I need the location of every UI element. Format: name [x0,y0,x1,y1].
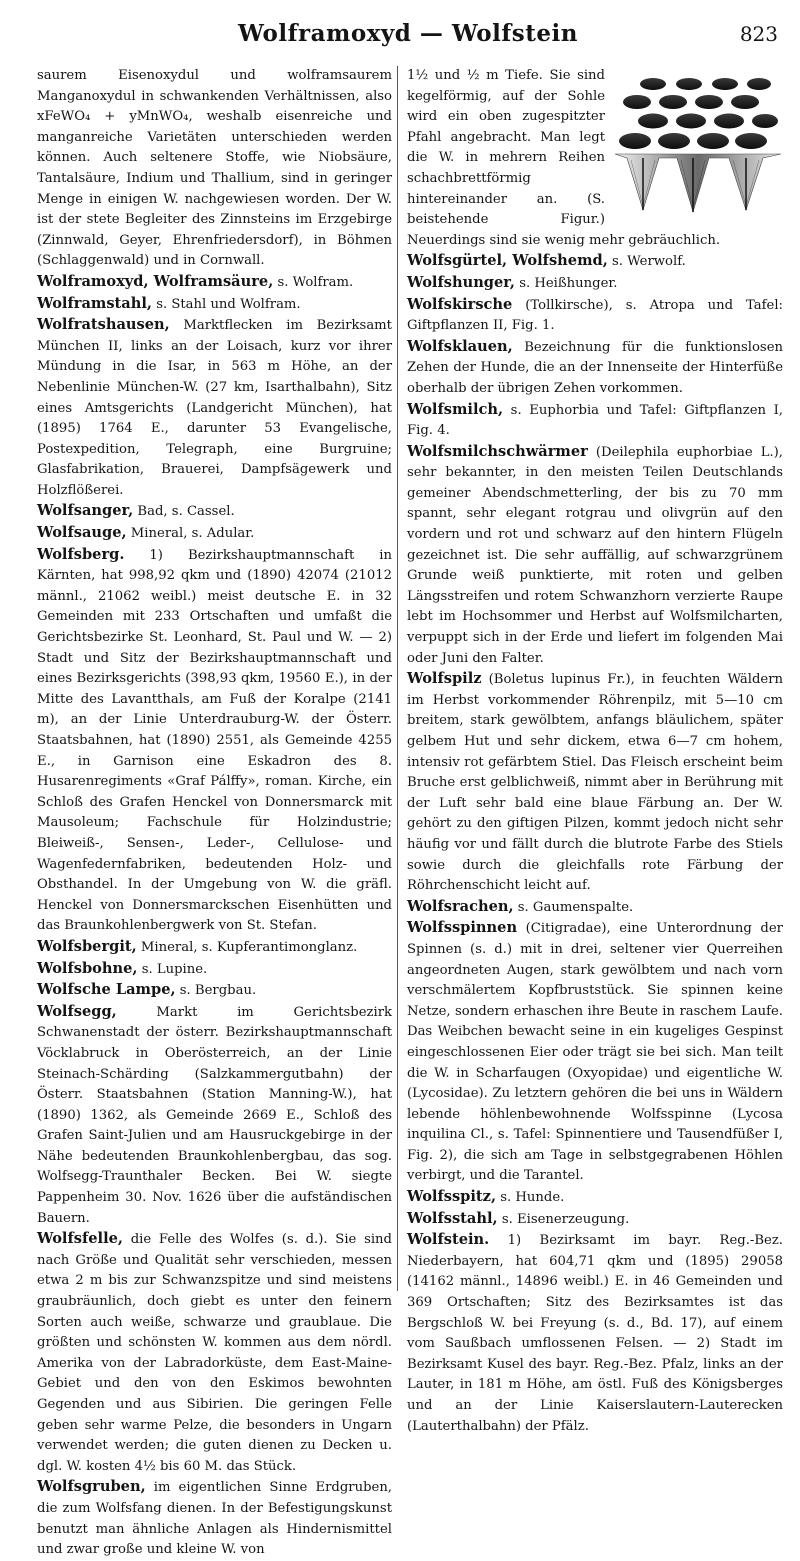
entry-text: Marktflecken im Bezirksamt München II, links an der Loisach, kurz vor ihrer Mündung in die Isar, in 563 m Höhe, an der Nebenlinie München-W. (27 km, Isarthalbahn), Sitz eines Amtsgerichts (Landgericht München), hat (1895) 1764 E., darunter 53 Evangelische, Postexpedition, Telegraph, eine Burgruine; Glasfabrikation, Brauerei, Dampfsägewerk und Holzflößerei. [37,318,392,498]
dictionary-entry [407,273,783,295]
dictionary-entry [37,1002,392,1230]
dictionary-entry [37,315,392,501]
column-divider [397,66,398,1291]
entry-headword: Wolfsspitz, [407,1188,497,1206]
entry-text: saurem Eisenoxydul und wolframsaurem Manganoxydul in schwankenden Verhältnissen, also xFeWO₄ + yMnWO₄, weshalb eisenreiche und manganreiche Varietäten unterschieden werden können. Auch seltenere Stoffe, wie Niobsäure, Tantalsäure, Indium und Thallium, sind in geringer Menge in einigen W. nachgewiesen worden. Der W. ist der stete Begleiter des Zinnsteins im Erzgebirge (Zinnwald, Geyer, Ehrenfriedersdorf), in Böhmen (Schlaggenwald) und in Cornwall. [37,68,392,269]
entry-headword: Wolframoxyd, Wolframsäure, [37,272,274,290]
entry-headword: Wolfskirsche [407,295,513,313]
entry-text: Mineral, s. Adular. [126,526,255,542]
wolfsgruben-illustration [613,70,783,220]
entry-text: Bezeichnung für die funktionslosen Zehen der Hunde, die an der Innenseite der Hinterfüße oberhalb der übrigen Zehen vorkommen. [407,339,783,396]
dictionary-entry [407,669,783,897]
dictionary-entry [407,1187,783,1209]
entry-text: s. Heißhunger. [515,275,618,291]
entry-headword: Wolfstein. [407,1231,490,1249]
dictionary-entry [407,918,783,1187]
dictionary-entry [37,294,392,316]
entry-headword: Wolfsbohne, [37,959,138,977]
right-column [407,66,783,1437]
page-number: 823 [739,22,778,46]
dictionary-entry [37,1229,392,1477]
page-header [36,18,780,58]
entry-text: s. Hunde. [496,1190,565,1206]
entry-text: die Felle des Wolfes (s. d.). Sie sind nach Größe und Qualität sehr verschieden, messen etwa 2 m bis zur Schwanzspitze und sind meistens graubräunlich, doch giebt es unter den feinern Sorten auch weiße, schwarze und graublaue. Die größten und schönsten W. kommen aus dem nördl. Amerika von der Labradorküste, dem East-Maine-Gebiet und den von den Eskimos bewohnten Gegenden und aus Sibirien. Die geringen Felle geben sehr warme Pelze, die besonders in Ungarn verwendet werden; die guten dienen zu Decken u. dgl. W. kosten 4½ bis 60 M. das Stück. [37,1232,392,1474]
entry-headword: Wolfsberg. [37,545,125,563]
entry-headword: Wolfsgürtel, Wolfshemd, [407,252,608,270]
dictionary-entry [37,272,392,294]
entry-text: Markt im Gerichtsbezirk Schwanenstadt der österr. Bezirkshauptmannschaft Vöcklabruck in Oberösterreich, an der Linie Steinach-Schärding (Salzkammergutbahn) der Österr. Staatsbahnen (Station Manning-W.), hat (1890) 1362, als Gemeinde 2669 E., Schloß des Grafen Saint-Julien und am Hausruckgebirge in der Nähe bedeutenden Braunkohlenbergbau, das sog. Wolfsegg-Traunthaler Becken. Bei W. siegte Pappenheim 30. Nov. 1626 über die aufständischen Bauern. [37,1004,392,1226]
entry-headword: Wolfsstahl, [407,1209,498,1227]
dictionary-entry [37,980,392,1002]
dictionary-entry [37,66,392,272]
entry-headword: Wolfsbergit, [37,937,137,955]
entry-text: (Citigradae), eine Unterordnung der Spinnen (s. d.) mit in drei, seltener vier Querreihen angeordneten Augen, stark gewölbtem und nach vorn verschmälertem Kopfbruststück. Sie spinnen keine Netze, sondern erhaschen ihre Beute in raschem Laufe. Das Weibchen bewacht seine in ein kugeliges Gespinst eingeschlossenen Eier oder trägt sie bei sich. Man teilt die W. in Scharfaugen (Oxyopidae) und eigentliche W. (Lycosidae). Zu letztern gehören die bei uns in Wäldern lebende höhlenbewohnende Wolfsspinne (Lycosa inquilina Cl., s. Tafel: Spinnentiere und Tausendfüßer I, Fig. 2), die sich am Tage in selbstgegrabenen Höhlen verbirgt, und die Tarantel. [407,921,783,1184]
entry-text: 1) Bezirksamt im bayr. Reg.-Bez. Niederbayern, hat 604,71 qkm und (1895) 29058 (14162 männl., 14896 weibl.) E. in 46 Gemeinden und 369 Ortschaften; Sitz des Bezirksamtes ist das Bergschloß W. bei Freyung (s. d., Bd. 17), auf einem vom Saußbach umflossenen Felsen. — 2) Stadt im Bezirksamt Kusel des bayr. Reg.-Bez. Pfalz, links an der Lauter, in 181 m Höhe, am östl. Fuß des Königsberges und an der Linie Kaiserslautern-Lauterecken (Lauterthalbahn) der Pfälz. [407,1233,783,1434]
dictionary-entry [407,337,783,400]
entry-text: s. Euphorbia und Tafel: Giftpflanzen I, Fig. 4. [407,402,783,439]
entry-text: Bad, s. Cassel. [133,504,235,520]
dictionary-entry [37,1477,392,1560]
entry-headword: Wolfsauge, [37,524,127,542]
entry-text: s. Eisenerzeugung. [497,1211,630,1227]
entry-headword: Wolfsklauen, [407,337,513,355]
entry-text: s. Lupine. [137,961,208,977]
dictionary-entry [407,1230,783,1437]
dictionary-entry [37,523,392,545]
dictionary-entry [407,400,783,442]
entry-text: im eigentlichen Sinne Erdgruben, die zum Wolfsfang dienen. In der Befestigungskunst benutzt man ähnliche Anlagen als Hindernismittel und zwar große und kleine W. von [37,1480,392,1558]
dictionary-entry [37,545,392,937]
entry-text: s. Bergbau. [175,983,257,999]
entry-headword: Wolframstahl, [37,294,152,312]
entry-text: 1) Bezirkshauptmannschaft in Kärnten, hat 998,92 qkm und (1890) 42074 (21012 männl., 21062 weibl.) meist deutsche E. in 32 Gemeinden mit 233 Ortschaften und umfaßt die Gerichtsbezirke St. Leonhard, St. Paul und W. — 2) Stadt und Sitz der Bezirkshauptmannschaft und eines Bezirksgerichts (398,93 qkm, 19560 E.), in der Mitte des Lavantthals, am Fuß der Koralpe (2141 m), an der Linie Unterdrauburg-W. der Österr. Staatsbahnen, hat (1890) 2551, als Gemeinde 4255 E., in Garnison eine Eskadron des 8. Husarenregiments «Graf Pálffy», roman. Kirche, ein Schloß des Grafen Henckel von Donnersmarck mit Mausoleum; Fachschule für Holzindustrie; Bleiweiß-, Sensen-, Leder-, Cellulose- und Wagenfedernfabriken, bedeutenden Holz- und Obsthandel. In der Umgebung von W. die gräfl. Henckel von Donnersmarckschen Eisenhütten und das Braunkohlenbergwerk von St. Stefan. [37,547,392,934]
running-head: Wolframoxyd — Wolfstein [238,20,578,47]
left-column [37,66,392,1561]
dictionary-entry [37,959,392,981]
entry-text: (Deilephila euphorbiae L.), sehr bekannter, in den meisten Teilen Deutschlands gemeiner Abendschmetterling, der bis zu 70 mm spannt, sehr elegant rotgrau und olivgrün auf den vordern und rot und schwarz auf den hintern Flügeln gezeichnet ist. Die sehr auffällig, auf schwarzgrünem Grunde weiß punktierte, mit roten und gelben Längsstreifen und rotem Schwanzhorn verzierte Raupe lebt im Hochsommer und Herbst auf Wolfsmilcharten, verpuppt sich in der Erde und liefert im folgenden Mai oder Juni den Falter. [407,444,783,666]
entry-headword: Wolfsegg, [37,1002,117,1020]
dictionary-entry [407,442,783,670]
entry-headword: Wolfsfelle, [37,1230,123,1248]
entry-headword: Wolfsrachen, [407,897,514,915]
entry-text: s. Wolfram. [273,274,354,290]
entry-headword: Wolfratshausen, [37,316,170,334]
entry-text: (Tollkirsche), s. Atropa und Tafel: Giftpflanzen II, Fig. 1. [407,297,783,334]
entry-headword: Wolfsmilch, [407,400,504,418]
entry-text: 1½ und ½ m Tiefe. Sie sind kegelförmig, auf der Sohle wird ein oben zugespitzter Pfahl angebracht. Man legt die W. in mehrern Reihen schachbrettförmig hintereinander an. (S. beistehende Figur.) Neuerdings sind sie wenig mehr gebräuchlich. [407,68,721,248]
entry-text: s. Stahl und Wolfram. [152,296,301,312]
wolfsgruben-figure [613,70,783,220]
entry-headword: Wolfsche Lampe, [37,981,176,999]
dictionary-entry [407,897,783,919]
dictionary-entry [37,937,392,959]
entry-text: (Boletus lupinus Fr.), in feuchten Wäldern im Herbst vorkommender Röhrenpilz, mit 5—10 cm breitem, stark gewölbtem, anfangs bläulichem, später gelbem Hut und sehr dickem, etwa 6—7 cm hohem, intensiv rot gefärbtem Stiel. Das Fleisch erscheint beim Bruche erst gelblichweiß, nimmt aber in Berührung mit der Luft sehr bald eine blaue Färbung an. Der W. gehört zu den giftigen Pilzen, kommt jedoch nicht sehr häufig vor und fällt durch die blutrote Farbe des Stiels sowie durch die gleichfalls rote Färbung der Röhrchenschicht leicht auf. [407,672,783,894]
entry-text: s. Werwolf. [607,254,686,270]
entry-headword: Wolfspilz [407,670,482,688]
entry-text: s. Gaumenspalte. [513,899,634,915]
entry-headword: Wolfsanger, [37,502,134,520]
dictionary-entry [407,1209,783,1231]
dictionary-entry [37,501,392,523]
entry-headword: Wolfsgruben, [37,1478,146,1496]
entry-headword: Wolfsspinnen [407,919,518,937]
dictionary-entry [407,295,783,337]
entry-headword: Wolfsmilchschwärmer [407,442,588,460]
entry-headword: Wolfshunger, [407,273,515,291]
dictionary-entry [407,251,783,273]
entry-text: Mineral, s. Kupferantimonglanz. [136,939,358,955]
